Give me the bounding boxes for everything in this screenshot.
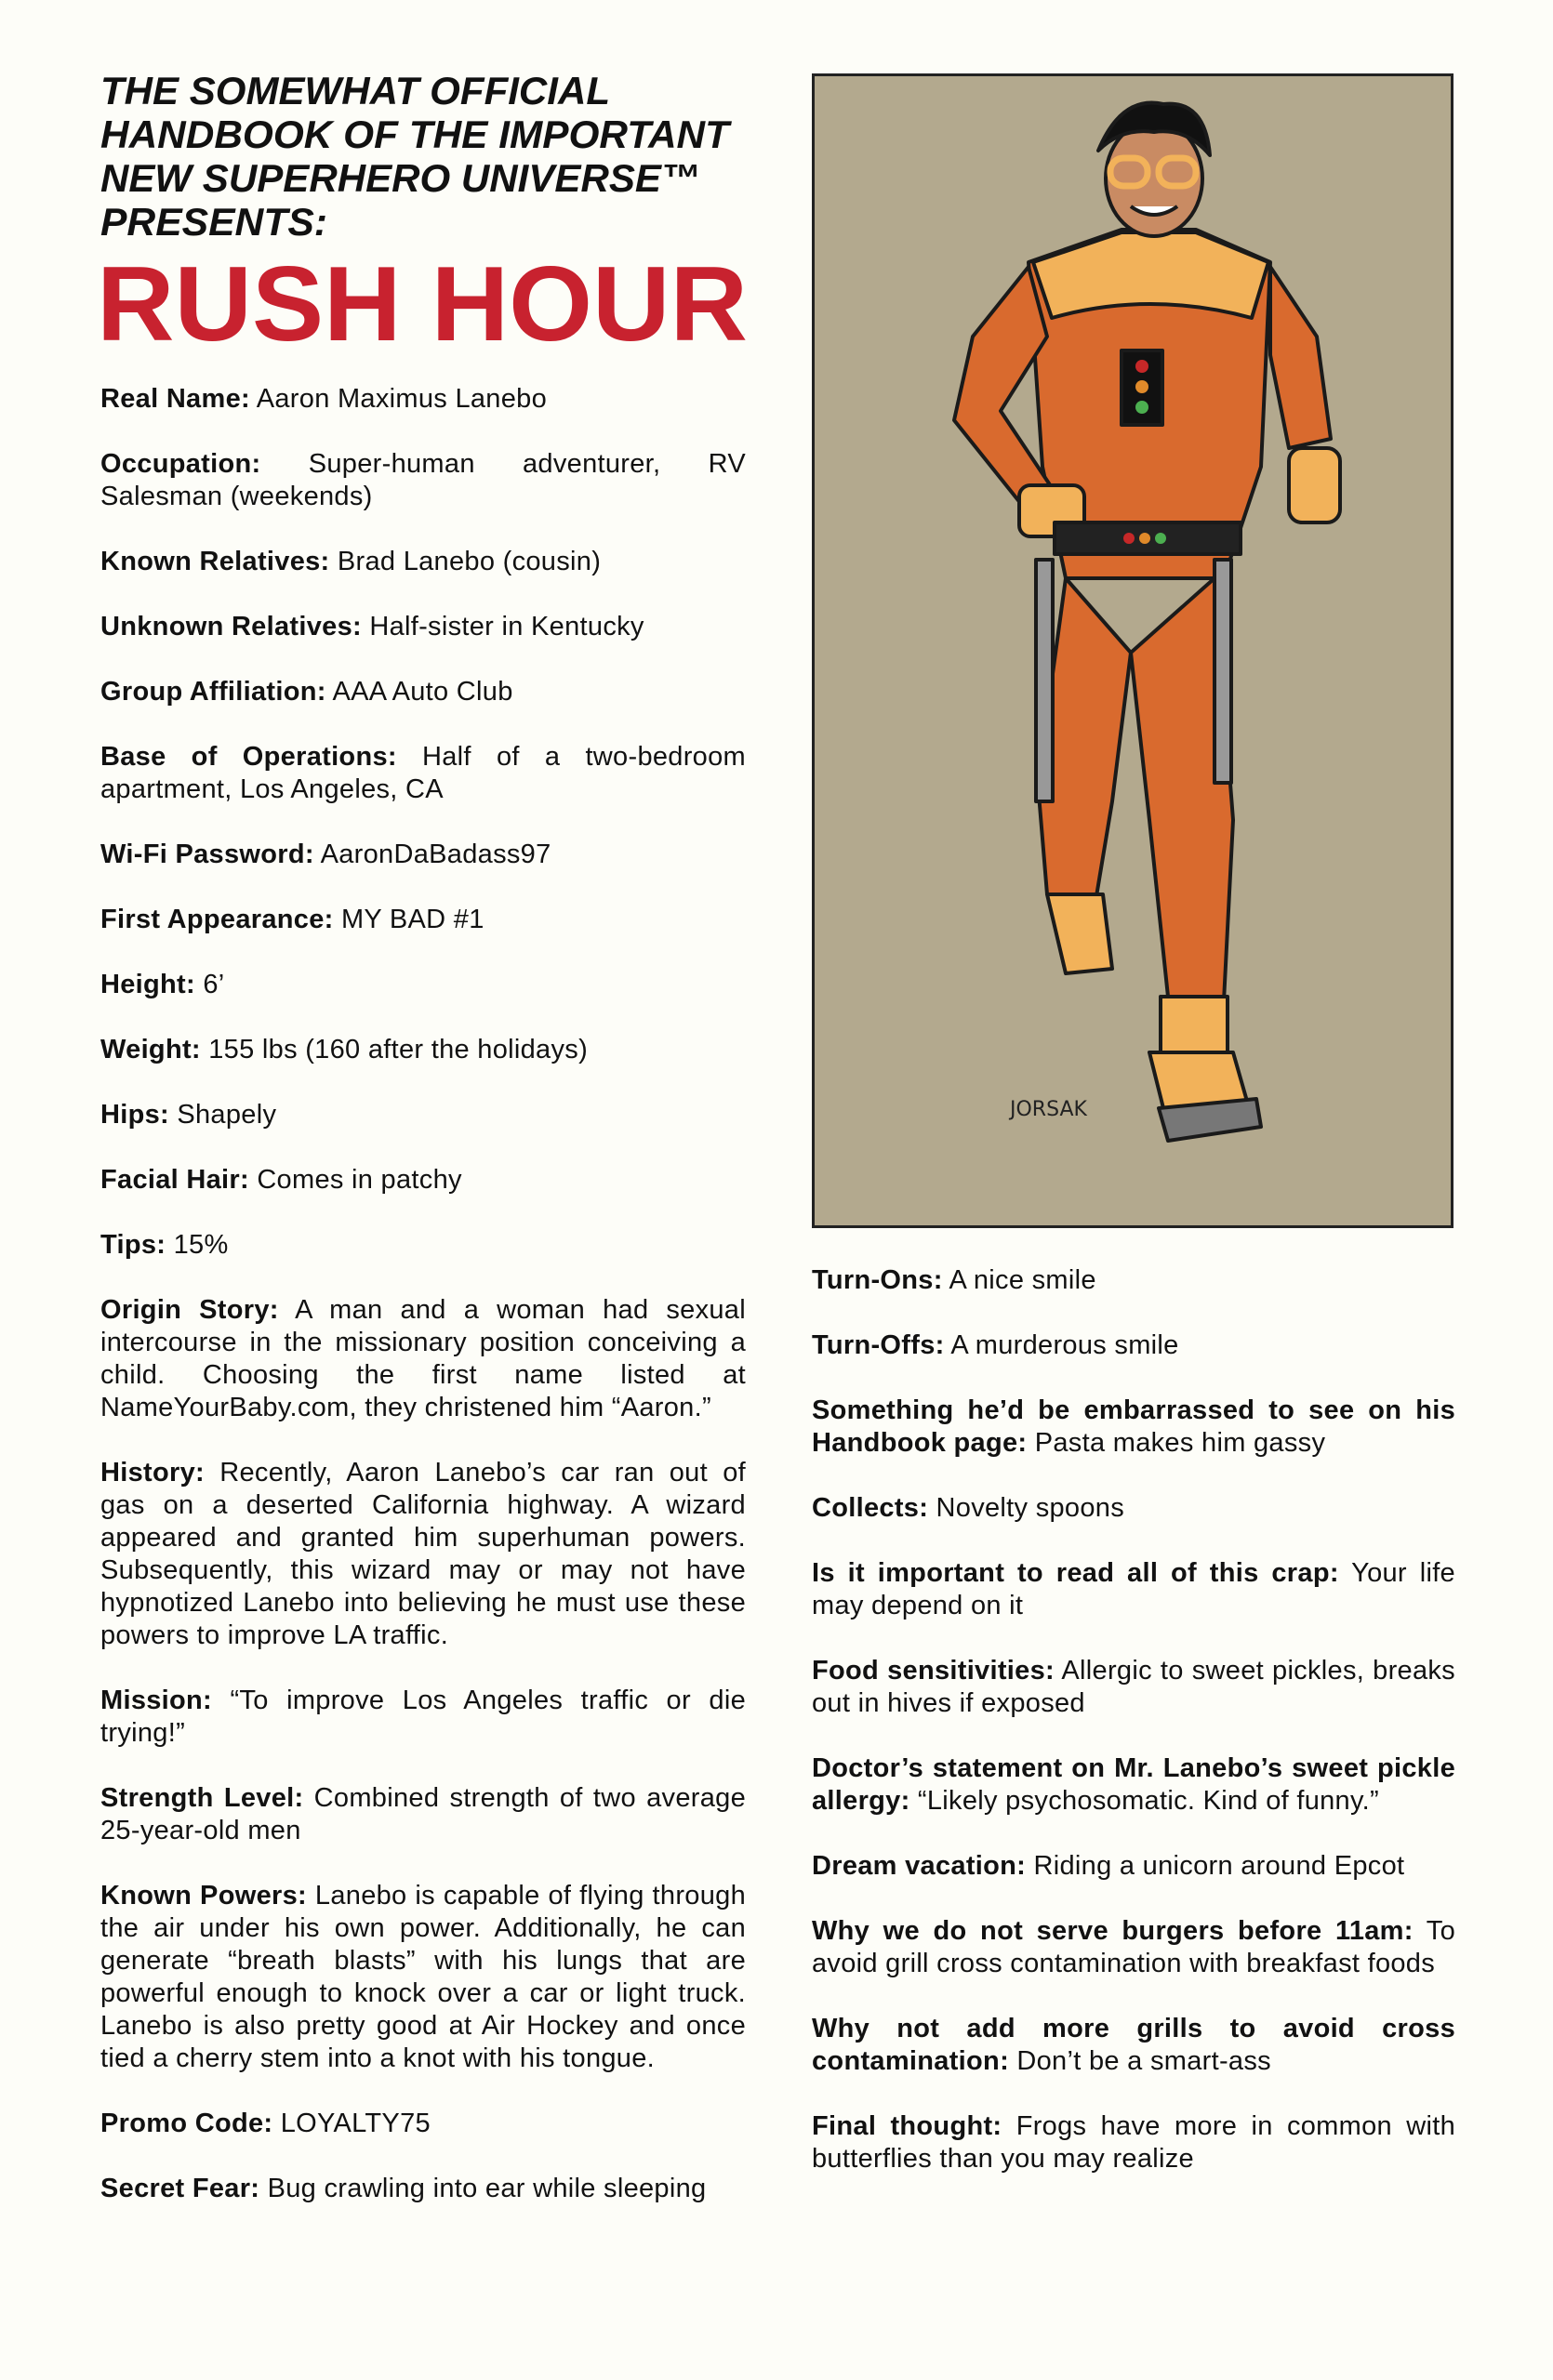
entry-label: Weight: bbox=[100, 1035, 201, 1064]
entry-label: Known Powers: bbox=[100, 1881, 307, 1911]
bio-entry bbox=[100, 904, 746, 936]
entry-value: A nice smile bbox=[949, 1265, 1096, 1295]
bio-entry bbox=[812, 1395, 1455, 1460]
bio-entry bbox=[100, 1034, 746, 1066]
entry-value: Comes in patchy bbox=[257, 1165, 462, 1195]
bio-entry bbox=[812, 1850, 1455, 1883]
entry-label: Turn-Offs: bbox=[812, 1330, 945, 1360]
entry-label: Tips: bbox=[100, 1230, 166, 1260]
entry-value: Allergic to sweet pickles, breaks out in hives if exposed bbox=[812, 1656, 1455, 1718]
bio-entry bbox=[100, 1294, 746, 1424]
entry-label: Secret Fear: bbox=[100, 2174, 260, 2203]
kicker-line: PRESENTS: bbox=[100, 200, 327, 244]
entry-value: “To improve Los Angeles traffic or die trying!” bbox=[100, 1686, 746, 1748]
bio-entry bbox=[100, 383, 746, 416]
entry-label: Wi-Fi Password: bbox=[100, 840, 314, 869]
bio-entry bbox=[812, 1655, 1455, 1720]
entry-label: Turn-Ons: bbox=[812, 1265, 943, 1295]
bio-entry bbox=[812, 1264, 1455, 1297]
kicker-line: NEW SUPERHERO UNIVERSE™ bbox=[100, 156, 700, 200]
bio-entry bbox=[812, 2110, 1455, 2175]
bio-entry bbox=[812, 1557, 1455, 1622]
entry-label: Something he’d be embarrassed to see on his Handbook page: bbox=[812, 1395, 1455, 1458]
bio-entry bbox=[100, 1099, 746, 1131]
kicker-line: THE SOMEWHAT OFFICIAL bbox=[100, 71, 610, 112]
entry-value: Lanebo is capable of flying through the air under his own power. Additionally, he can generate “breath blasts” with his lungs that are powerful enough to knock over a car or light truck. Lanebo is also pretty good at Air Hockey and once tied a cherry stem into a knot with his tongue. bbox=[100, 1881, 747, 2073]
entry-label: Doctor’s statement on Mr. Lanebo’s sweet pickle allergy: bbox=[812, 1753, 1455, 1816]
header-svg bbox=[97, 71, 766, 368]
entry-value: Pasta makes him gassy bbox=[1034, 1428, 1326, 1458]
entry-value: 6’ bbox=[203, 970, 225, 999]
bio-entry bbox=[100, 546, 746, 578]
right-column bbox=[812, 1264, 1455, 2208]
entry-label: Final thought: bbox=[812, 2111, 1002, 2141]
entry-value: To avoid grill cross contamination with breakfast foods bbox=[812, 1916, 1455, 1978]
entry-value: Half-sister in Kentucky bbox=[369, 612, 644, 641]
bio-entry bbox=[100, 839, 746, 871]
entry-value: Half of a two-bedroom apartment, Los Angeles, CA bbox=[100, 742, 746, 804]
entry-label: Strength Level: bbox=[100, 1783, 304, 1813]
entry-value: MY BAD #1 bbox=[340, 905, 484, 934]
entry-value: LOYALTY75 bbox=[280, 2109, 431, 2138]
bio-entry bbox=[100, 611, 746, 643]
entry-value: A man and a woman had sexual intercourse in the missionary position conceiving a child. Choosing the first name listed at NameYourBaby.com, they christened him “Aaron.” bbox=[100, 1295, 746, 1422]
entry-label: Occupation: bbox=[100, 449, 261, 479]
entry-label: Real Name: bbox=[100, 384, 250, 414]
bio-entry bbox=[100, 448, 746, 513]
bio-entry bbox=[812, 1329, 1455, 1362]
entry-label: History: bbox=[100, 1458, 205, 1488]
entry-value: AAA Auto Club bbox=[332, 677, 513, 707]
bio-entry bbox=[100, 2108, 746, 2140]
entry-value: Aaron Maximus Lanebo bbox=[256, 384, 548, 414]
entry-value: Shapely bbox=[177, 1100, 277, 1130]
artist-signature: JORSAK bbox=[1010, 1098, 1087, 1121]
entry-label: Collects: bbox=[812, 1493, 929, 1523]
hero-illustration bbox=[812, 73, 1453, 1228]
entry-value: Combined strength of two average 25-year-old men bbox=[100, 1783, 747, 1845]
bio-entry bbox=[100, 969, 746, 1001]
bio-entry bbox=[812, 1752, 1455, 1818]
entry-value: Bug crawling into ear while sleeping bbox=[267, 2174, 707, 2203]
left-column bbox=[100, 383, 746, 2238]
bio-entry bbox=[100, 1164, 746, 1197]
entry-label: Dream vacation: bbox=[812, 1851, 1027, 1881]
hero-figure bbox=[815, 76, 1451, 1225]
entry-value: 15% bbox=[173, 1230, 229, 1260]
entry-value: AaronDaBadass97 bbox=[320, 840, 551, 869]
bio-entry bbox=[812, 1915, 1455, 1980]
entry-value: Don’t be a smart-ass bbox=[1016, 2046, 1271, 2076]
bio-entry bbox=[100, 1229, 746, 1262]
entry-label: First Appearance: bbox=[100, 905, 334, 934]
entry-value: Super-human adventurer, RV Salesman (weekends) bbox=[100, 449, 746, 511]
entry-value: Your life may depend on it bbox=[812, 1558, 1455, 1620]
entry-label: Known Relatives: bbox=[100, 547, 330, 576]
entry-value: A murderous smile bbox=[950, 1330, 1179, 1360]
entry-value: “Likely psychosomatic. Kind of funny.” bbox=[917, 1786, 1379, 1816]
entry-value: 155 lbs (160 after the holidays) bbox=[208, 1035, 589, 1064]
entry-label: Group Affiliation: bbox=[100, 677, 326, 707]
entry-label: Why we do not serve burgers before 11am: bbox=[812, 1916, 1414, 1946]
entry-label: Facial Hair: bbox=[100, 1165, 249, 1195]
entry-label: Food sensitivities: bbox=[812, 1656, 1055, 1686]
entry-label: Origin Story: bbox=[100, 1295, 279, 1325]
kicker-line: HANDBOOK OF THE IMPORTANT bbox=[100, 112, 733, 156]
entry-label: Promo Code: bbox=[100, 2109, 273, 2138]
entry-value: Frogs have more in common with butterflies than you may realize bbox=[812, 2111, 1455, 2174]
entry-label: Unknown Relatives: bbox=[100, 612, 362, 641]
entry-label: Hips: bbox=[100, 1100, 169, 1130]
bio-entry bbox=[100, 1782, 746, 1847]
bio-entry bbox=[812, 2013, 1455, 2078]
bio-entry bbox=[100, 1880, 746, 2075]
bio-entry bbox=[100, 676, 746, 708]
bio-entry bbox=[100, 741, 746, 806]
entry-label: Height: bbox=[100, 970, 195, 999]
entry-value: Novelty spoons bbox=[936, 1493, 1125, 1523]
bio-entry bbox=[812, 1492, 1455, 1525]
entry-label: Why not add more grills to avoid cross contamination: bbox=[812, 2014, 1455, 2076]
bio-entry bbox=[100, 1685, 746, 1750]
bio-entry bbox=[100, 1457, 746, 1652]
entry-value: Recently, Aaron Lanebo’s car ran out of gas on a deserted California highway. A wizard appeared and granted him superhuman powers. Subsequently, this wizard may or may not have hypnotized Lanebo into believing he must use these powers to improve LA traffic. bbox=[100, 1458, 747, 1650]
entry-label: Mission: bbox=[100, 1686, 213, 1715]
entry-value: Brad Lanebo (cousin) bbox=[337, 547, 602, 576]
entry-label: Base of Operations: bbox=[100, 742, 397, 772]
entry-value: Riding a unicorn around Epcot bbox=[1033, 1851, 1405, 1881]
page-header bbox=[97, 71, 766, 368]
entry-label: Is it important to read all of this crap: bbox=[812, 1558, 1339, 1588]
hero-title: RUSH HOUR bbox=[97, 245, 748, 364]
bio-entry bbox=[100, 2173, 746, 2205]
